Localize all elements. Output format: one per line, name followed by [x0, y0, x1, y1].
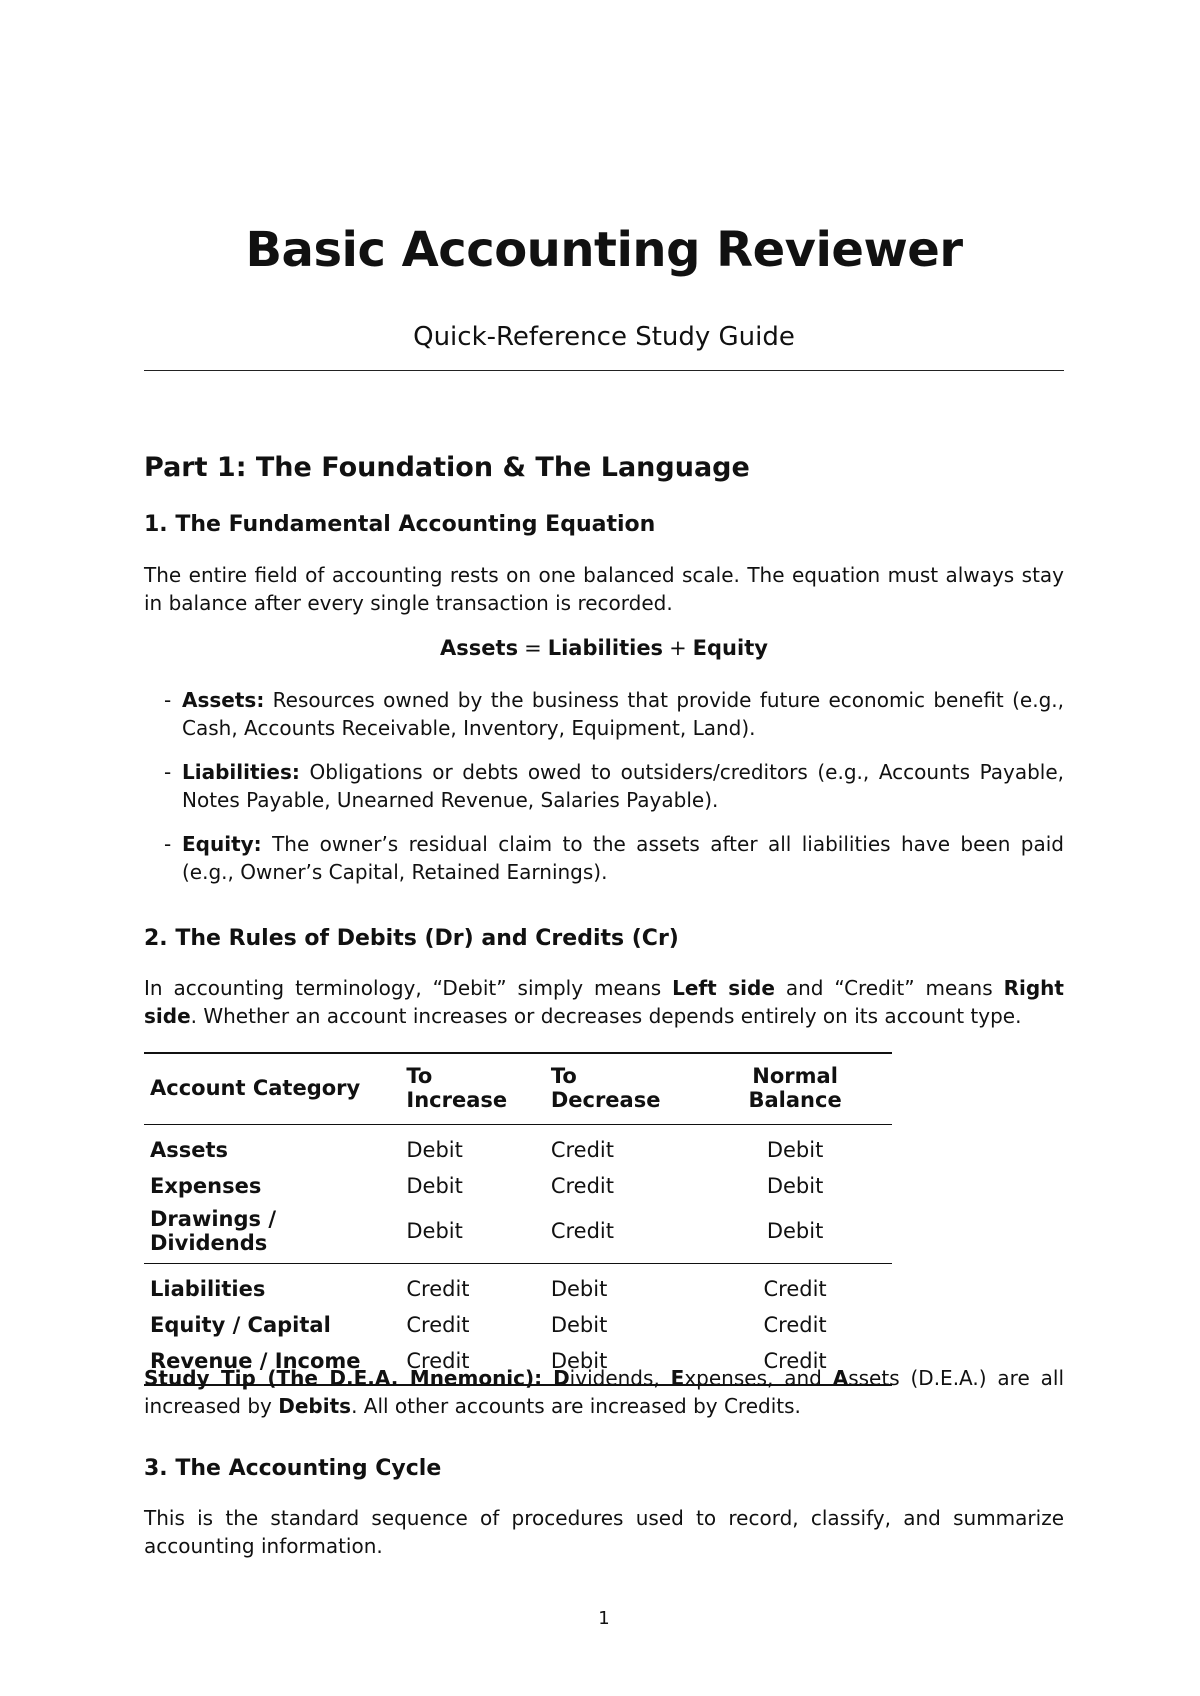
cell-normal-balance: Debit — [766, 1219, 824, 1243]
section-heading-accounting-cycle: 3. The Accounting Cycle — [144, 1456, 442, 1481]
cell-decrease: Credit — [550, 1174, 614, 1198]
intro-text: and “Credit” means — [774, 976, 1004, 1000]
header-account-category: Account Category — [150, 1076, 361, 1100]
equation-equals: = — [524, 636, 542, 660]
accounting-cycle-intro: This is the standard sequence of procedures used to record, classify, and summarize accounting information. — [144, 1506, 1064, 1558]
section-heading-debits-credits: 2. The Rules of Debits (Dr) and Credits (Cr) — [144, 926, 679, 951]
cell-normal-balance: Credit — [763, 1277, 827, 1301]
cell-category: Liabilities — [150, 1277, 266, 1301]
bullet-text: The owner’s residual claim to the assets after all liabilities have been paid (e.g., Owner’s Capital, Retained Earnings). — [182, 832, 1064, 884]
cell-category: Assets — [150, 1138, 229, 1162]
cell-category: Expenses — [150, 1174, 262, 1198]
cell-increase: Credit — [406, 1349, 470, 1373]
table-row — [144, 1125, 892, 1169]
study-tip — [144, 1364, 1064, 1420]
debits-credits-intro — [144, 974, 1064, 1030]
cell-decrease: Credit — [550, 1138, 614, 1162]
equation-equity: Equity — [692, 636, 768, 660]
header-to-decrease: To Decrease — [550, 1064, 661, 1112]
cell-decrease: Debit — [550, 1277, 608, 1301]
bullet-term: Equity: — [182, 832, 262, 856]
intro-text: In accounting terminology, “Debit” simply means — [144, 976, 673, 1000]
cell-category: Drawings / Dividends — [150, 1207, 277, 1255]
bullet-term: Assets: — [182, 688, 265, 712]
tip-text: ssets (D.E.A.) are all increased by — [144, 1366, 1065, 1418]
bullet-liabilities — [164, 758, 1064, 814]
bullet-text: Resources owned by the business that provide future economic benefit (e.g., Cash, Accounts Receivable, Inventory, Equipment, Land). — [182, 688, 1064, 740]
bullet-equity — [164, 830, 1064, 886]
cell-normal-balance: Debit — [766, 1138, 824, 1162]
header-normal-balance: Normal Balance — [748, 1064, 842, 1112]
tip-text: . All other accounts are increased by Credits. — [351, 1394, 801, 1418]
cell-increase: Debit — [406, 1138, 463, 1162]
header-to-increase: To Increase — [406, 1064, 508, 1112]
cell-decrease: Debit — [550, 1313, 608, 1337]
bullet-dash: - — [164, 760, 172, 784]
intro-text: . Whether an account increases or decreases depends entirely on its account type. — [190, 1004, 1022, 1028]
cell-decrease: Credit — [550, 1219, 614, 1243]
equation-intro: The entire field of accounting rests on one balanced scale. The equation must always stay in balance after every single transaction is recorded. — [144, 563, 1064, 615]
cell-increase: Credit — [406, 1313, 470, 1337]
tip-text: xpenses, and — [684, 1366, 833, 1390]
mnemonic-letter: A — [832, 1366, 849, 1390]
study-tip-label: Study Tip (The D.E.A. Mnemonic): — [144, 1366, 543, 1390]
bullet-assets — [164, 686, 1064, 742]
bullet-text: Obligations or debts owed to outsiders/creditors (e.g., Accounts Payable, Notes Payable, Unearned Revenue, Salaries Payable). — [182, 760, 1064, 812]
page-number: 1 — [598, 1608, 610, 1629]
section-heading-equation: 1. The Fundamental Accounting Equation — [144, 512, 656, 537]
cell-category: Equity / Capital — [150, 1313, 331, 1337]
cell-normal-balance: Credit — [763, 1313, 827, 1337]
document-title: Basic Accounting Reviewer — [245, 222, 963, 278]
intro-left-side: Left side — [672, 976, 775, 1000]
equation-assets: Assets — [440, 636, 519, 660]
cell-increase: Debit — [406, 1174, 463, 1198]
cell-increase: Debit — [406, 1219, 463, 1243]
intro-right-side: Right side — [144, 976, 1064, 1028]
bullet-dash: - — [164, 832, 172, 856]
debit-credit-rules-table — [144, 1052, 892, 1386]
bullet-term: Liabilities: — [182, 760, 300, 784]
table-row — [144, 1264, 892, 1308]
cell-increase: Credit — [406, 1277, 470, 1301]
title-divider — [144, 370, 1064, 371]
equation-liabilities: Liabilities — [547, 636, 664, 660]
part-heading: Part 1: The Foundation & The Language — [144, 452, 750, 483]
table-header-row — [144, 1053, 892, 1125]
table-row — [144, 1307, 892, 1343]
cell-category: Revenue / Income — [150, 1349, 361, 1373]
cell-decrease: Debit — [550, 1349, 608, 1373]
bullet-dash: - — [164, 688, 172, 712]
table-row — [144, 1168, 892, 1204]
cell-normal-balance: Debit — [766, 1174, 824, 1198]
mnemonic-letter: D — [553, 1366, 570, 1390]
accounting-equation — [144, 636, 1064, 660]
equation-plus: + — [669, 636, 687, 660]
tip-text: ividends, — [569, 1366, 671, 1390]
table-row — [144, 1204, 892, 1264]
mnemonic-letter: E — [670, 1366, 685, 1390]
tip-debits: Debits — [278, 1394, 352, 1418]
document-subtitle: Quick-Reference Study Guide — [413, 322, 795, 352]
cell-normal-balance: Credit — [763, 1349, 827, 1373]
